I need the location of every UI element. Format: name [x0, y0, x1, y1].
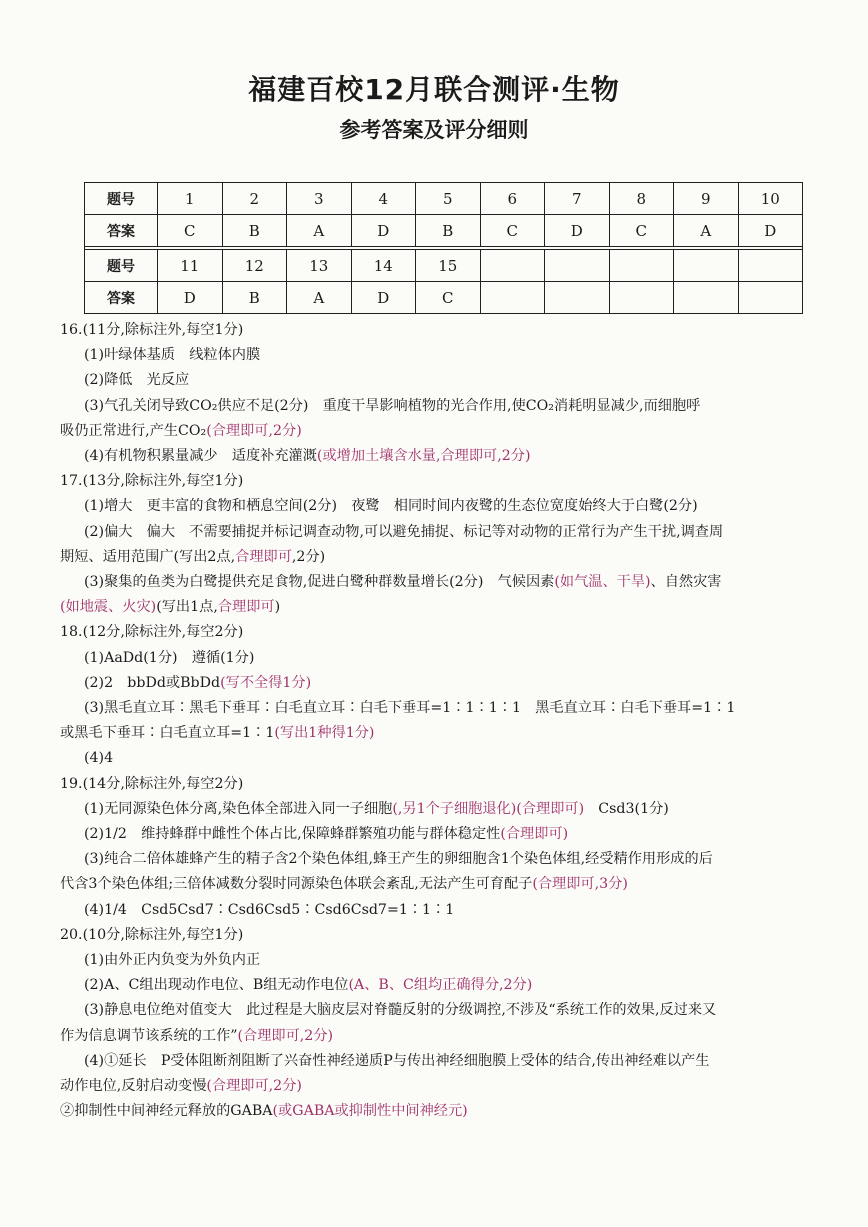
q20-answer-1: (1)由外正内负变为外负内正	[84, 952, 261, 969]
q18-answer-3: (3)黑毛直立耳∶黑毛下垂耳∶白毛直立耳∶白毛下垂耳=1∶1∶1∶1 黑毛直立耳∶白毛下垂耳=1∶1	[84, 700, 736, 717]
scoring-note: (合理即可,2分)	[237, 1027, 334, 1044]
q19-answer-3: (3)纯合二倍体雄蜂产生的精子含2个染色体组,蜂王产生的卵细胞含1个染色体组,经受精作用形成的后	[84, 851, 713, 868]
question-number: 13	[287, 250, 352, 282]
question-17-heading: 17.(13分,除标注外,每空1分)	[60, 473, 244, 490]
row-label: 答案	[85, 215, 158, 247]
question-18-heading: 18.(12分,除标注外,每空2分)	[60, 624, 244, 641]
question-number: 9	[674, 183, 739, 215]
question-number: 4	[351, 183, 416, 215]
q16-answer-4	[60, 444, 830, 469]
answer-cell	[609, 282, 674, 314]
question-number: 8	[609, 183, 674, 215]
table-row	[85, 215, 803, 247]
q16-answer-1: (1)叶绿体基质 线粒体内膜	[84, 347, 261, 364]
question-number: 15	[416, 250, 481, 282]
table-row	[85, 250, 803, 282]
scoring-note: (或增加土壤含水量,合理即可,2分)	[316, 448, 531, 465]
q19-answer-3-cont	[60, 872, 830, 897]
answer-cell: B	[222, 215, 287, 247]
q17-answer-2-cont	[60, 545, 830, 570]
answer-cell: D	[351, 215, 416, 247]
answer-cell: D	[738, 215, 803, 247]
text: 、自然灾害	[650, 574, 722, 591]
text: (写出1点,	[156, 599, 218, 616]
answer-cell: B	[416, 215, 481, 247]
question-number	[738, 250, 803, 282]
text: 吸仍正常进行,产生CO₂	[60, 422, 207, 439]
text: 代含3个染色体组;三倍体减数分裂时同源染色体联会紊乱,无法产生可育配子	[60, 876, 533, 893]
q16-answer-3-cont	[60, 419, 830, 444]
question-19-heading: 19.(14分,除标注外,每空2分)	[60, 775, 244, 792]
question-number: 11	[158, 250, 223, 282]
answer-cell: B	[222, 282, 287, 314]
answer-cell: C	[480, 215, 545, 247]
row-label: 题号	[85, 250, 158, 282]
question-number: 10	[738, 183, 803, 215]
question-number: 7	[545, 183, 610, 215]
text: (1)无同源染色体分离,染色体全部进入同一子细胞	[84, 800, 393, 817]
answer-cell	[674, 282, 739, 314]
question-number: 1	[158, 183, 223, 215]
q16-answer-3: (3)气孔关闭导致CO₂供应不足(2分) 重度干旱影响植物的光合作用,使CO₂消耗明显减少,而细胞呼	[84, 397, 701, 414]
text: (2)1/2 维持蜂群中雌性个体占比,保障蜂群繁殖功能与群体稳定性	[84, 826, 501, 843]
answer-cell: A	[287, 215, 352, 247]
scoring-note: (或GABA或抑制性中间神经元)	[272, 1103, 468, 1120]
question-number: 2	[222, 183, 287, 215]
q19-answer-1	[60, 797, 830, 822]
text: 或黑毛下垂耳∶白毛直立耳=1∶1	[60, 725, 275, 742]
q20-answer-3: (3)静息电位绝对值变大 此过程是大脑皮层对脊髓反射的分级调控,不涉及“系统工作的效果,反过来又	[84, 1002, 717, 1019]
scoring-note: (写不全得1分)	[220, 674, 312, 691]
q20-answer-4-cont	[60, 1074, 830, 1099]
question-number: 6	[480, 183, 545, 215]
question-number: 14	[351, 250, 416, 282]
question-number	[609, 250, 674, 282]
answer-cell: A	[674, 215, 739, 247]
text: (3)聚集的鱼类为白鹭提供充足食物,促进白鹭种群数量增长(2分) 气候因素	[84, 574, 555, 591]
q20-answer-4: (4)①延长 P受体阻断剂阻断了兴奋性神经递质P与传出神经细胞膜上受体的结合,传出神经难以产生	[84, 1052, 710, 1069]
answer-cell: D	[158, 282, 223, 314]
scoring-note: (合理即可,3分)	[532, 876, 628, 893]
q17-answer-1: (1)增大 更丰富的食物和栖息空间(2分) 夜鹭 相同时间内夜鹭的生态位宽度始终大于白鹭(2分)	[84, 498, 698, 515]
answer-cell: A	[287, 282, 352, 314]
question-number	[545, 250, 610, 282]
q16-answer-2: (2)降低 光反应	[84, 372, 190, 389]
answer-cell: C	[416, 282, 481, 314]
row-label: 答案	[85, 282, 158, 314]
table-row	[85, 183, 803, 215]
q19-answer-2	[60, 822, 830, 847]
scoring-note: 合理即可	[235, 548, 292, 565]
scoring-note: (写出1种得1分)	[274, 725, 375, 742]
answer-cell: C	[609, 215, 674, 247]
q18-answer-1: (1)AaDd(1分) 遵循(1分)	[84, 649, 255, 666]
question-20-heading: 20.(10分,除标注外,每空1分)	[60, 926, 244, 943]
q18-answer-2	[60, 671, 830, 696]
scoring-note: (合理即可,2分)	[206, 1078, 302, 1095]
answer-cell	[545, 282, 610, 314]
question-number	[674, 250, 739, 282]
scoring-note: 合理即可	[217, 599, 275, 616]
question-number: 12	[222, 250, 287, 282]
page-title: 福建百校12月联合测评·生物	[248, 73, 620, 106]
q20-answer-4-sub2	[60, 1099, 830, 1124]
text: (4)有机物积累量减少 适度补充灌溉	[84, 448, 317, 465]
q17-answer-3-cont	[60, 595, 830, 620]
q18-answer-4: (4)4	[84, 750, 114, 767]
scoring-note: (如地震、火灾)	[60, 599, 157, 616]
page-subtitle: 参考答案及评分细则	[339, 118, 529, 142]
scoring-note: (如气温、干旱)	[554, 574, 651, 591]
question-number	[480, 250, 545, 282]
q20-answer-2	[60, 973, 830, 998]
answer-cell: C	[158, 215, 223, 247]
text: 动作电位,反射启动变慢	[60, 1078, 207, 1095]
q17-answer-2: (2)偏大 偏大 不需要捕捉并标记调查动物,可以避免捕捉、标记等对动物的正常行为产生干扰,调查周	[84, 523, 724, 540]
answer-cell	[480, 282, 545, 314]
question-16-heading: 16.(11分,除标注外,每空1分)	[60, 322, 244, 338]
scoring-note: (A、B、C组均正确得分,2分)	[348, 977, 533, 994]
answer-cell	[738, 282, 803, 314]
q20-answer-3-cont	[60, 1024, 830, 1049]
text: 期短、适用范围广(写出2点,	[60, 548, 236, 565]
scoring-note: (,另1个子细胞退化)(合理即可)	[392, 800, 585, 817]
text: ,2分)	[291, 548, 326, 565]
question-number: 5	[416, 183, 481, 215]
row-label: 题号	[85, 183, 158, 215]
text: (2)2 bbDd或BbDd	[84, 674, 221, 691]
table-row	[85, 282, 803, 314]
text: ②抑制性中间神经元释放的GABA	[60, 1103, 273, 1120]
text: 作为信息调节该系统的工作”	[60, 1027, 238, 1044]
q19-answer-4: (4)1/4 Csd5Csd7∶Csd6Csd5∶Csd6Csd7=1∶1∶1	[84, 901, 455, 918]
question-number: 3	[287, 183, 352, 215]
scoring-note: (合理即可)	[500, 826, 569, 843]
q18-answer-3-cont	[60, 721, 830, 746]
text: (2)A、C组出现动作电位、B组无动作电位	[84, 977, 349, 994]
answer-table	[84, 182, 803, 314]
scoring-note: (合理即可,2分)	[206, 422, 302, 439]
text: Csd3(1分)	[584, 800, 669, 817]
text: )	[274, 599, 281, 616]
answer-explanations	[60, 318, 830, 1125]
answer-cell: D	[545, 215, 610, 247]
answer-cell: D	[351, 282, 416, 314]
q17-answer-3	[60, 570, 830, 595]
